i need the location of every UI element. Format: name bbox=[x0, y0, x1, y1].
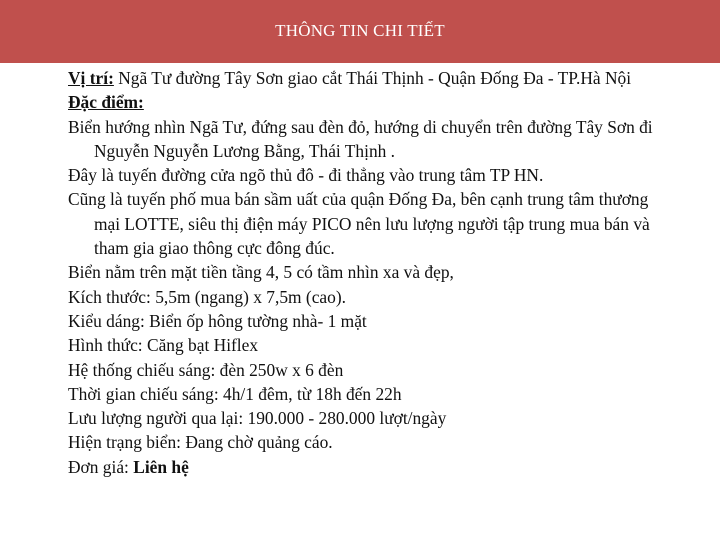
street-text: Cũng là tuyến phố mua bán sầm uất của quận Đống Đa, bên cạnh trung tâm thương mại LOTTE, siêu thị điện máy PICO nên lưu lượng người tập trung mua bán và tham gia giao thông cực đông đúc. bbox=[68, 189, 650, 259]
traffic-text: Lưu lượng người qua lại: 190.000 - 280.000 lượt/ngày bbox=[68, 408, 447, 429]
header-bar bbox=[0, 0, 720, 63]
lighting-time-text: Thời gian chiếu sáng: 4h/1 đêm, từ 18h đến 22h bbox=[68, 383, 402, 404]
price-label: Đơn giá: bbox=[68, 456, 134, 477]
page-title: THÔNG TIN CHI TIẾT bbox=[275, 20, 445, 40]
price-value: Liên hệ bbox=[133, 456, 189, 477]
format-text: Hình thức: Căng bạt Hiflex bbox=[68, 335, 259, 356]
location-line bbox=[68, 66, 668, 90]
features-label: Đặc điểm: bbox=[68, 92, 144, 113]
location-value: Ngã Tư đường Tây Sơn giao cắt Thái Thịnh - Quận Đống Đa - TP.Hà Nội bbox=[113, 68, 632, 88]
style-text: Kiểu dáng: Biển ốp hông tường nhà- 1 mặt bbox=[68, 310, 367, 331]
price-line bbox=[68, 455, 668, 479]
features-heading bbox=[68, 90, 668, 114]
location-label: Vị trí: bbox=[68, 68, 114, 88]
features-text: Biển hướng nhìn Ngã Tư, đứng sau đèn đỏ, hướng di chuyển trên đường Tây Sơn đi Nguyễn Nguyễn Lương Bằng, Thái Thịnh . bbox=[68, 116, 653, 161]
gateway-text: Đây là tuyến đường cửa ngõ thủ đô - đi thẳng vào trung tâm TP HN. bbox=[68, 165, 544, 186]
position-text: Biển nằm trên mặt tiền tầng 4, 5 có tầm nhìn xa và đẹp, bbox=[68, 262, 454, 283]
details-body bbox=[68, 66, 668, 479]
size-text: Kích thước: 5,5m (ngang) x 7,5m (cao). bbox=[68, 286, 346, 307]
status-text: Hiện trạng biển: Đang chờ quảng cáo. bbox=[68, 432, 333, 453]
lighting-text: Hệ thống chiếu sáng: đèn 250w x 6 đèn bbox=[68, 359, 344, 380]
